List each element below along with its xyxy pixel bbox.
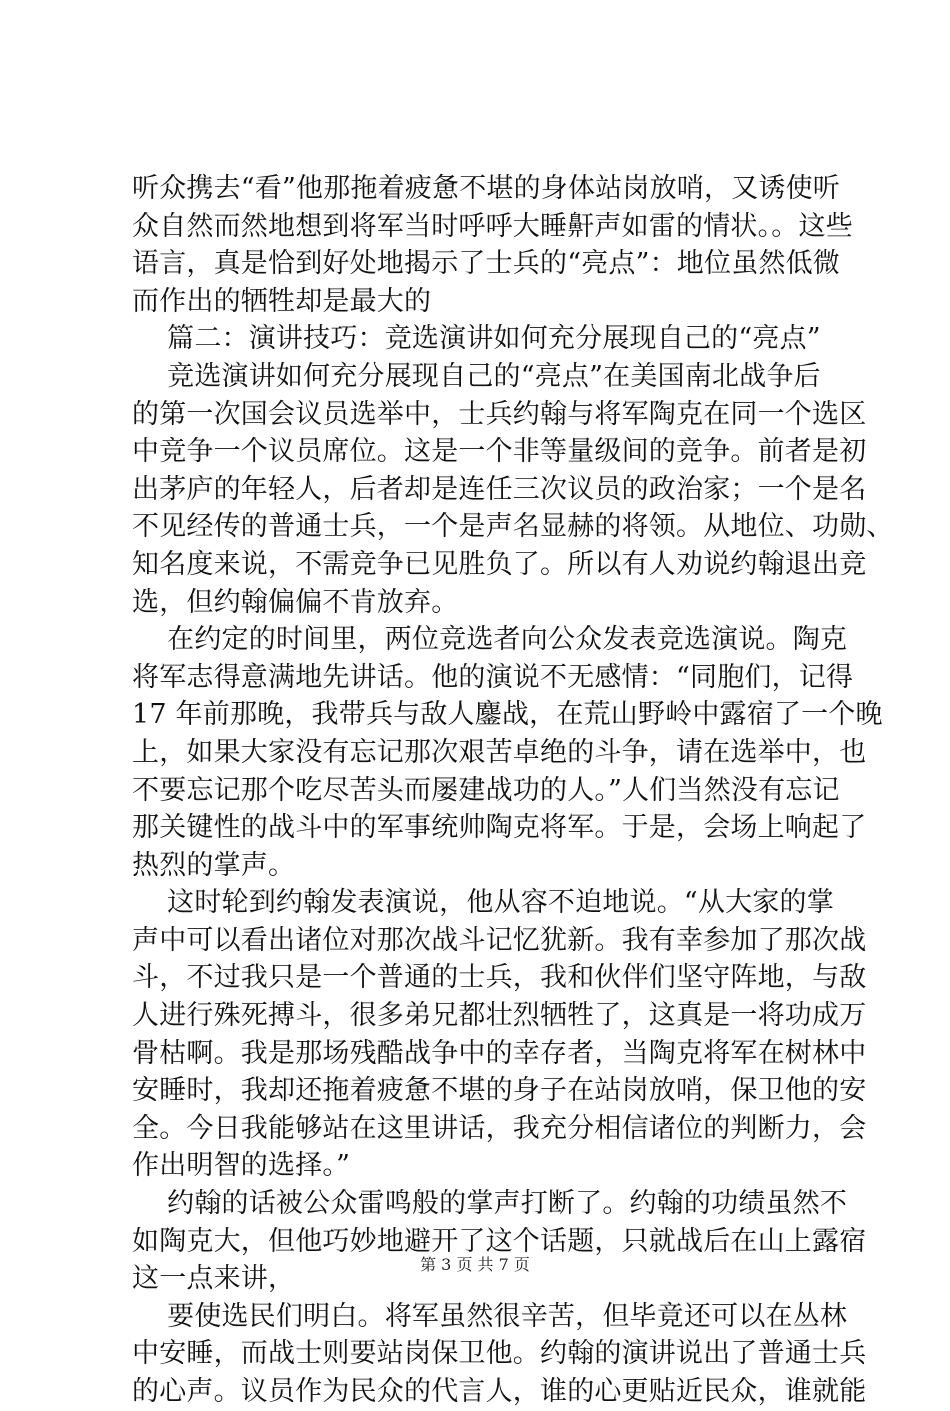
text-line: 中安睡，而战士则要站岗保卫他。约翰的演讲说出了普通士兵 [132, 1338, 867, 1370]
text-line: 全。今日我能够站在这里讲话，我充分相信诸位的判断力，会 [132, 1112, 867, 1144]
text-line: 热烈的掌声。 [132, 849, 296, 881]
text-line: 安睡时，我却还拖着疲惫不堪的身子在站岗放哨，保卫他的安 [132, 1075, 867, 1107]
text-line: 这一点来讲， [132, 1263, 296, 1295]
text-line: 知名度来说，不需竞争已见胜负了。所以有人劝说约翰退出竞 [132, 548, 867, 580]
text-line: 骨枯啊。我是那场残酷战争中的幸存者，当陶克将军在树林中 [132, 1037, 867, 1069]
text-line: 的第一次国会议员选举中，士兵约翰与将军陶克在同一个选区 [132, 398, 867, 430]
text-line: 如陶克大，但他巧妙地避开了这个话题，只就战后在山上露宿 [132, 1225, 867, 1257]
text-line: 而作出的牺牲却是最大的 [132, 285, 432, 317]
text-line: 约翰的话被公众雷鸣般的掌声打断了。约翰的功绩虽然不 [132, 1188, 848, 1220]
text-line: 听众携去“看”他那拖着疲惫不堪的身体站岗放哨，又诱使听 [132, 173, 841, 204]
text-line: 选，但约翰偏偏不肯放弃。 [132, 586, 459, 618]
text-line: 竞选演讲如何充分展现自己的“亮点”在美国南北战争后 [132, 360, 821, 392]
text-line: 作出明智的选择。” [132, 1150, 351, 1182]
text-line: 篇二：演讲技巧：竞选演讲如何充分展现自己的“亮点” [132, 323, 821, 355]
text-line: 17 年前那晚，我带兵与敌人鏖战，在荒山野岭中露宿了一个晚 [132, 699, 883, 731]
text-line: 不见经传的普通士兵，一个是声名显赫的将领。从地位、功勋、 [132, 511, 894, 543]
text-line: 出茅庐的年轻人，后者却是连任三次议员的政治家；一个是名 [132, 473, 867, 505]
text-line: 上，如果大家没有忘记那次艰苦卓绝的斗争，请在选举中，也 [132, 736, 867, 768]
page-footer: 第 3 页 共 7 页 [420, 1255, 530, 1274]
text-line: 在约定的时间里，两位竞选者向公众发表竞选演说。陶克 [132, 624, 848, 656]
text-line: 众自然而然地想到将军当时呼呼大睡鼾声如雷的情状。。这些 [132, 210, 853, 242]
text-line: 语言，真是恰到好处地揭示了士兵的“亮点”：地位虽然低微 [132, 248, 841, 280]
text-line: 要使选民们明白。将军虽然很辛苦，但毕竟还可以在丛林 [132, 1300, 848, 1332]
text-line: 斗，不过我只是一个普通的士兵，我和伙伴们坚守阵地，与敌 [132, 962, 867, 994]
text-line: 这时轮到约翰发表演说，他从容不迫地说。“从大家的掌 [132, 887, 834, 919]
text-line: 将军志得意满地先讲话。他的演说不无感情：“同胞们，记得 [132, 661, 854, 693]
text-line: 的心声。议员作为民众的代言人，谁的心更贴近民众，谁就能 [132, 1376, 867, 1407]
text-line: 人进行殊死搏斗，很多弟兄都壮烈牺牲了，这真是一将功成万 [132, 1000, 867, 1032]
text-line: 中竞争一个议员席位。这是一个非等量级间的竞争。前者是初 [132, 436, 867, 468]
body-text [132, 170, 894, 1411]
text-line: 不要忘记那个吃尽苦头而屡建战功的人。”人们当然没有忘记 [132, 774, 840, 806]
text-line: 声中可以看出诸位对那次战斗记忆犹新。我有幸参加了那次战 [132, 924, 867, 956]
text-line: 那关键性的战斗中的军事统帅陶克将军。于是，会场上响起了 [132, 812, 867, 844]
